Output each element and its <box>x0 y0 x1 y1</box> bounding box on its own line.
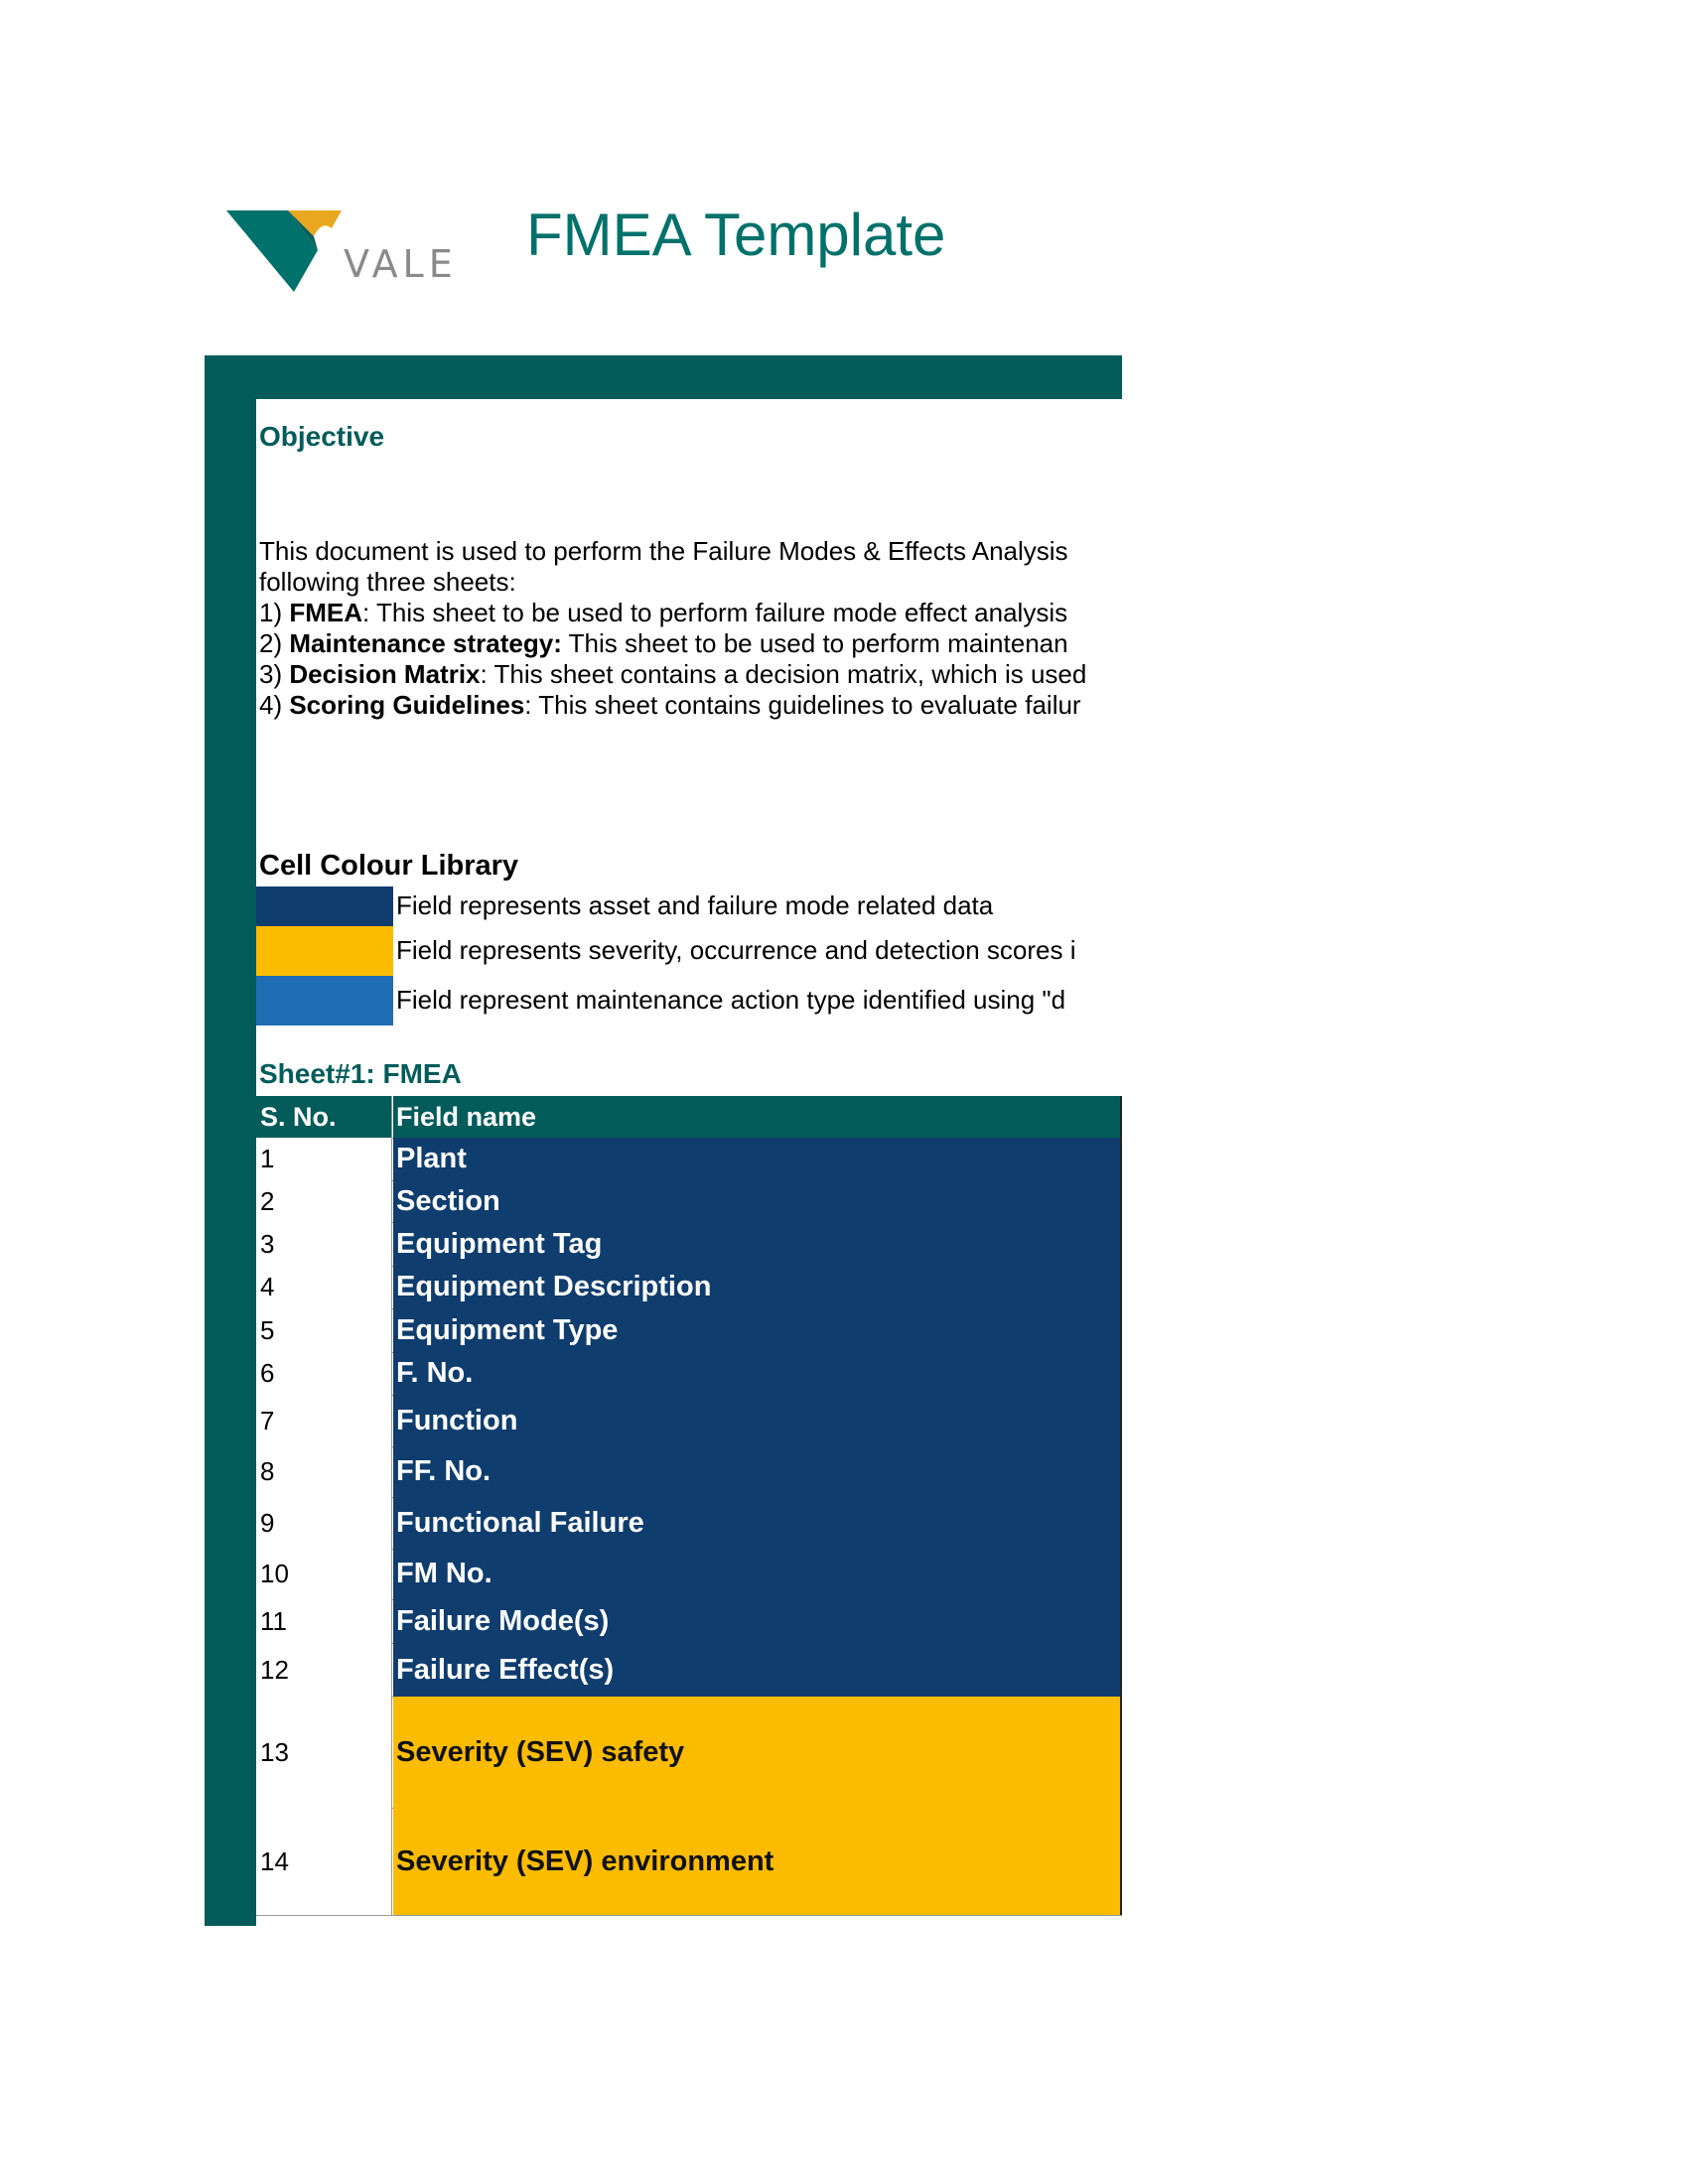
table-row <box>256 1180 1122 1223</box>
field-name-cell: Section <box>393 1180 1122 1222</box>
sheet1-heading: Sheet#1: FMEA <box>259 1058 462 1089</box>
field-name-cell: Functional Failure <box>393 1497 1122 1549</box>
logo-wordmark: VALE <box>344 242 458 286</box>
table-row <box>256 1222 1122 1267</box>
colour-library-item <box>256 926 1122 976</box>
objective-line-text: 3) <box>259 659 290 689</box>
row-number: 12 <box>256 1643 392 1697</box>
column-header-field-name: Field name <box>393 1096 1122 1138</box>
objective-line <box>259 659 1122 690</box>
table-row <box>256 1446 1122 1498</box>
objective-line-text: following three sheets: <box>259 567 516 597</box>
row-number: 14 <box>256 1808 392 1915</box>
row-number: 11 <box>256 1599 392 1643</box>
row-number: 7 <box>256 1395 392 1446</box>
row-number: 2 <box>256 1180 392 1222</box>
colour-library-heading: Cell Colour Library <box>259 850 519 882</box>
row-number: 13 <box>256 1697 392 1808</box>
colour-description: Field represents severity, occurrence and detection scores i <box>396 935 1076 965</box>
objective-text <box>259 536 1122 721</box>
field-name-cell: F. No. <box>393 1352 1122 1395</box>
table-row <box>256 1808 1122 1916</box>
table-row <box>256 1549 1122 1600</box>
objective-heading: Objective <box>259 421 385 452</box>
objective-line-text: : This sheet to be used to perform failure mode effect analysis <box>362 598 1068 627</box>
objective-line-text: This document is used to perform the Failure Modes & Effects Analysis <box>259 536 1068 566</box>
field-name-cell: Failure Mode(s) <box>393 1599 1122 1643</box>
field-name-cell: Function <box>393 1395 1122 1446</box>
objective-line-text: : This sheet contains a decision matrix, which is used <box>480 659 1087 689</box>
table-row <box>256 1497 1122 1550</box>
objective-line-sheet-name: FMEA <box>289 598 363 627</box>
table-row <box>256 1266 1122 1309</box>
table-header-row <box>256 1096 1122 1139</box>
colour-description: Field represent maintenance action type identified using "d <box>396 985 1066 1015</box>
colour-swatch <box>256 926 393 976</box>
field-name-cell: Equipment Type <box>393 1308 1122 1352</box>
objective-line-text: 2) <box>259 628 290 658</box>
table-row <box>256 1308 1122 1353</box>
field-name-cell: Equipment Description <box>393 1266 1122 1308</box>
objective-line-text: : This sheet contains guidelines to evaluate failur <box>524 690 1081 720</box>
row-number: 5 <box>256 1308 392 1352</box>
objective-line <box>259 628 1122 659</box>
table-row <box>256 1395 1122 1447</box>
table-row <box>256 1697 1122 1809</box>
row-number: 1 <box>256 1138 392 1180</box>
row-number: 8 <box>256 1446 392 1497</box>
frame-top-bar <box>205 355 1122 399</box>
field-name-cell: Severity (SEV) environment <box>393 1808 1122 1915</box>
objective-line <box>259 536 1122 567</box>
row-number: 4 <box>256 1266 392 1308</box>
objective-line <box>259 567 1122 598</box>
table-row <box>256 1643 1122 1698</box>
objective-line <box>259 690 1122 721</box>
table-row <box>256 1138 1122 1181</box>
field-name-cell: Severity (SEV) safety <box>393 1697 1122 1808</box>
row-number: 9 <box>256 1497 392 1549</box>
colour-library-item <box>256 887 1122 926</box>
page-title: FMEA Template <box>526 202 946 268</box>
colour-description: Field represents asset and failure mode related data <box>396 890 994 920</box>
colour-swatch <box>256 887 393 926</box>
objective-line-text: This sheet to be used to perform maintenan <box>561 628 1068 658</box>
objective-line-text: 1) <box>259 598 290 627</box>
field-name-cell: FF. No. <box>393 1446 1122 1497</box>
colour-swatch <box>256 976 393 1025</box>
objective-line-text: 4) <box>259 690 290 720</box>
field-name-cell: Plant <box>393 1138 1122 1180</box>
row-number: 3 <box>256 1222 392 1266</box>
field-name-cell: Equipment Tag <box>393 1222 1122 1266</box>
row-number: 10 <box>256 1549 392 1599</box>
row-number: 6 <box>256 1352 392 1395</box>
field-name-cell: Failure Effect(s) <box>393 1643 1122 1697</box>
colour-library-item <box>256 976 1122 1025</box>
table-row <box>256 1599 1122 1644</box>
objective-line-sheet-name: Maintenance strategy: <box>289 628 562 658</box>
objective-line-sheet-name: Decision Matrix <box>289 659 481 689</box>
frame-left-bar <box>205 355 256 1926</box>
objective-line <box>259 598 1122 628</box>
table-row <box>256 1352 1122 1396</box>
objective-line-sheet-name: Scoring Guidelines <box>289 690 525 720</box>
field-name-cell: FM No. <box>393 1549 1122 1599</box>
column-header-sno: S. No. <box>256 1096 392 1138</box>
